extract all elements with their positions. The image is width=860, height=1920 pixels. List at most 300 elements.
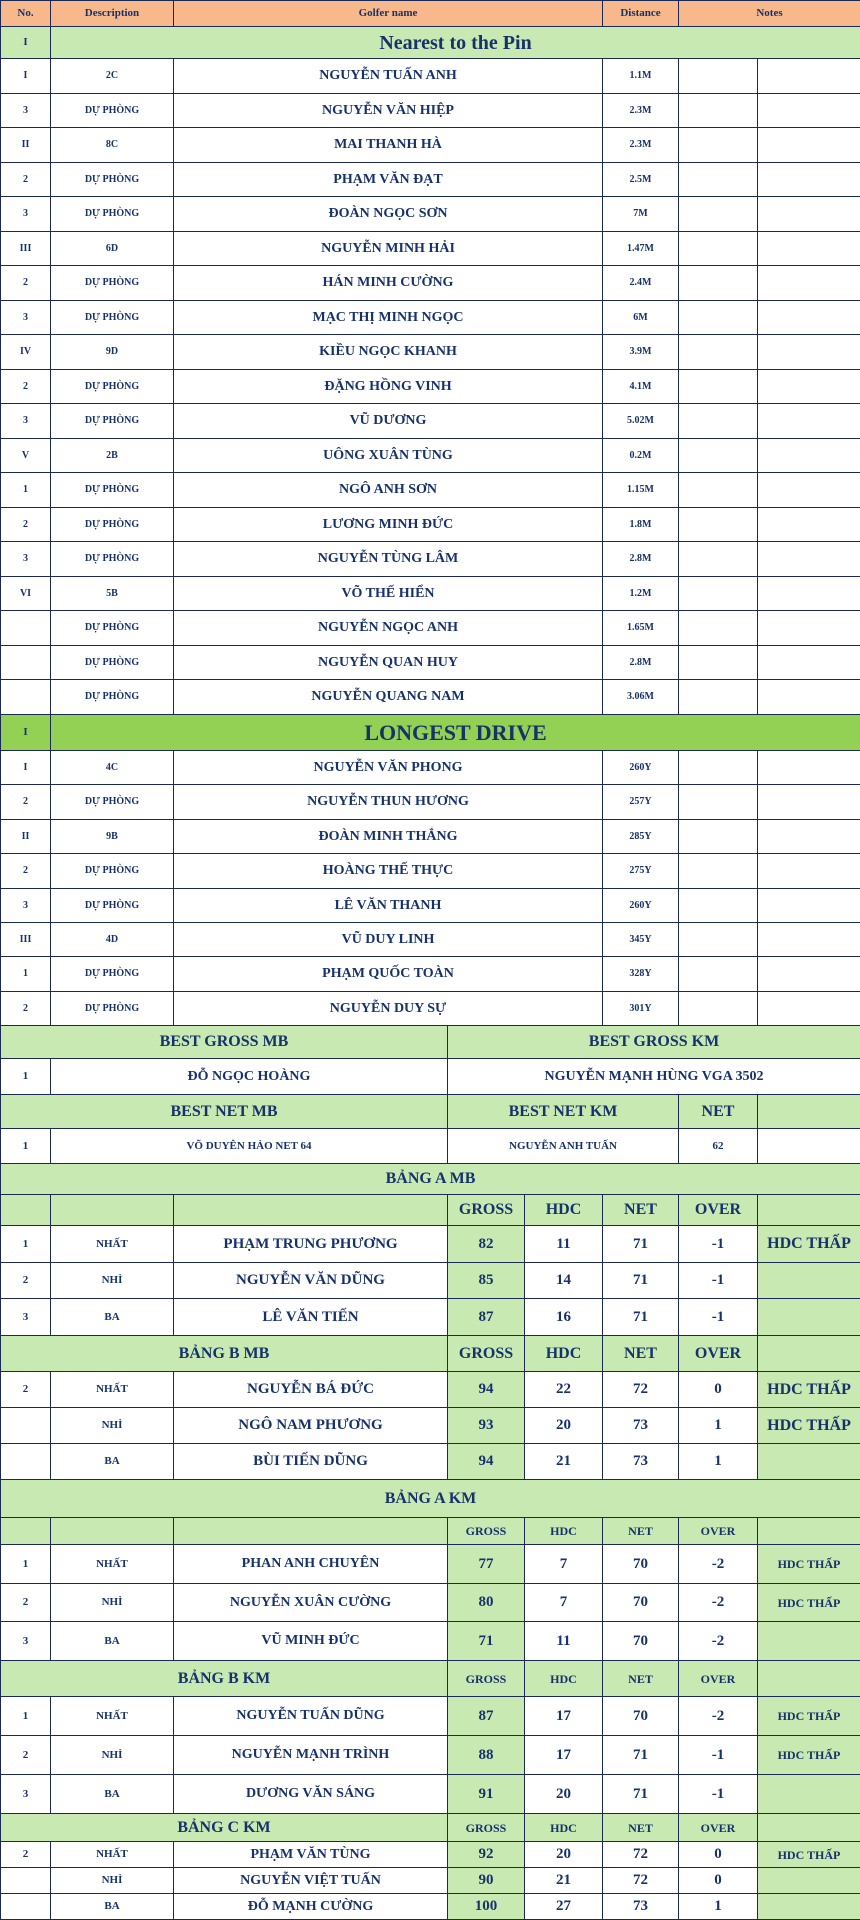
golfer-name: MẠC THỊ MINH NGỌC	[173, 300, 603, 335]
row-description: DỰ PHÒNG	[50, 679, 174, 715]
note-value: HDC THẤP	[757, 1583, 860, 1622]
rank-label: NHẤT	[50, 1841, 174, 1868]
distance-value: 6M	[602, 300, 679, 335]
column-header-over: OVER	[678, 1813, 758, 1842]
column-header-net: NET	[602, 1335, 679, 1372]
over-value: -1	[678, 1298, 758, 1336]
gross-value: 90	[447, 1867, 525, 1894]
notes-cell	[678, 679, 758, 715]
column-header-gross: GROSS	[447, 1813, 525, 1842]
row-number: 3	[0, 1774, 51, 1814]
notes-cell	[678, 991, 758, 1026]
row-number: 2	[0, 1735, 51, 1775]
notes-cell	[678, 645, 758, 680]
bang-a-km-title: BẢNG A KM	[0, 1479, 860, 1518]
hdc-value: 21	[524, 1867, 603, 1894]
over-value: -2	[678, 1696, 758, 1736]
column-header-over: OVER	[678, 1335, 758, 1372]
row-number: 1	[0, 472, 51, 508]
over-value: 1	[678, 1893, 758, 1920]
over-value: -1	[678, 1225, 758, 1263]
row-number: I	[0, 750, 51, 785]
notes-cell	[757, 334, 860, 370]
golfer-name: HÁN MINH CƯỜNG	[173, 265, 603, 301]
note-value	[757, 1774, 860, 1814]
row-description: DỰ PHÒNG	[50, 369, 174, 404]
row-number: III	[0, 231, 51, 266]
notes-cell	[678, 541, 758, 577]
row-description: 9D	[50, 334, 174, 370]
notes-cell	[757, 162, 860, 197]
golfer-name: HOÀNG THẾ THỰC	[173, 853, 603, 889]
distance-value: 257Y	[602, 784, 679, 820]
golfer-name: ĐOÀN MINH THẮNG	[173, 819, 603, 854]
row-number: 2	[0, 1371, 51, 1408]
notes-cell	[678, 334, 758, 370]
row-description: DỰ PHÒNG	[50, 162, 174, 197]
player-name: NGUYỄN VĂN DŨNG	[173, 1262, 448, 1299]
net-value: 70	[602, 1583, 679, 1622]
distance-value: 1.15M	[602, 472, 679, 508]
hdc-value: 21	[524, 1443, 603, 1480]
net-value: 72	[602, 1867, 679, 1894]
distance-value: 260Y	[602, 750, 679, 785]
row-description: DỰ PHÒNG	[50, 991, 174, 1026]
hdc-value: 20	[524, 1841, 603, 1868]
note-value: HDC THẤP	[757, 1225, 860, 1263]
column-header-hdc: HDC	[524, 1194, 603, 1226]
golfer-name: NGUYỄN QUAN HUY	[173, 645, 603, 680]
distance-value: 0.2M	[602, 438, 679, 473]
distance-value: 3.9M	[602, 334, 679, 370]
row-number: 1	[0, 1544, 51, 1584]
golfer-name: VŨ DƯƠNG	[173, 403, 603, 439]
row-description: DỰ PHÒNG	[50, 784, 174, 820]
gross-value: 92	[447, 1841, 525, 1868]
notes-cell	[757, 1128, 860, 1164]
golfer-name: NGUYỄN DUY SỰ	[173, 991, 603, 1026]
row-number: VI	[0, 576, 51, 611]
row-number: 1	[0, 1696, 51, 1736]
rank-label: NHÌ	[50, 1262, 174, 1299]
notes-cell	[678, 507, 758, 542]
header-no: No.	[0, 0, 51, 27]
bang-a-mb-title: BẢNG A MB	[0, 1163, 860, 1195]
row-number: 1	[0, 1128, 51, 1164]
golfer-name: PHẠM VĂN ĐẠT	[173, 162, 603, 197]
row-description: DỰ PHÒNG	[50, 300, 174, 335]
distance-value: 345Y	[602, 922, 679, 957]
over-value: 1	[678, 1407, 758, 1444]
best-net-mb-title: BEST NET MB	[0, 1094, 448, 1129]
best-gross-km-title: BEST GROSS KM	[447, 1025, 860, 1059]
notes-cell	[678, 956, 758, 992]
note-value	[757, 1262, 860, 1299]
row-description: 2B	[50, 438, 174, 473]
golfer-name: NGÔ ANH SƠN	[173, 472, 603, 508]
column-header-gross: GROSS	[447, 1660, 525, 1697]
header-distance: Distance	[602, 0, 679, 27]
notes-cell	[757, 853, 860, 889]
distance-value: 301Y	[602, 991, 679, 1026]
notes-cell	[757, 127, 860, 163]
notes-cell	[678, 610, 758, 646]
notes-cell	[757, 369, 860, 404]
row-number	[0, 1407, 51, 1444]
best-gross-mb-title: BEST GROSS MB	[0, 1025, 448, 1059]
best-net-km-value: 62	[678, 1128, 758, 1164]
distance-value: 1.47M	[602, 231, 679, 266]
hdc-value: 7	[524, 1544, 603, 1584]
bang-b-mb-title: BẢNG B MB	[0, 1335, 448, 1372]
column-header-net: NET	[602, 1517, 679, 1545]
notes-cell	[757, 438, 860, 473]
row-description: 8C	[50, 127, 174, 163]
distance-value: 2.3M	[602, 127, 679, 163]
column-header-hdc: HDC	[524, 1517, 603, 1545]
golfer-name: PHẠM QUỐC TOÀN	[173, 956, 603, 992]
row-number: 2	[0, 991, 51, 1026]
over-value: -1	[678, 1262, 758, 1299]
player-name: PHAN ANH CHUYÊN	[173, 1544, 448, 1584]
header-description: Description	[50, 0, 174, 27]
notes-cell	[678, 472, 758, 508]
row-description: DỰ PHÒNG	[50, 507, 174, 542]
player-name: VŨ MINH ĐỨC	[173, 1621, 448, 1661]
distance-value: 2.8M	[602, 541, 679, 577]
row-number: 1	[0, 956, 51, 992]
golfer-name: NGUYỄN NGỌC ANH	[173, 610, 603, 646]
blank-cell	[0, 1517, 51, 1545]
rank-label: NHÌ	[50, 1583, 174, 1622]
over-value: 0	[678, 1867, 758, 1894]
blank-cell	[173, 1517, 448, 1545]
notes-cell	[678, 300, 758, 335]
note-value: HDC THẤP	[757, 1841, 860, 1868]
golfer-name: NGUYỄN MINH HẢI	[173, 231, 603, 266]
hdc-value: 14	[524, 1262, 603, 1299]
over-value: -2	[678, 1583, 758, 1622]
notes-cell	[678, 369, 758, 404]
net-value: 72	[602, 1371, 679, 1408]
row-number: 3	[0, 541, 51, 577]
row-number: IV	[0, 334, 51, 370]
notes-cell	[678, 196, 758, 232]
column-header-hdc: HDC	[524, 1660, 603, 1697]
notes-cell	[757, 610, 860, 646]
golfer-name: NGUYỄN VĂN HIỆP	[173, 93, 603, 128]
row-number: 3	[0, 403, 51, 439]
notes-cell	[678, 853, 758, 889]
notes-cell	[757, 784, 860, 820]
notes-cell	[757, 576, 860, 611]
notes-cell	[757, 750, 860, 785]
note-value	[757, 1893, 860, 1920]
best-net-mb-name: VÕ DUYÊN HẢO NET 64	[50, 1128, 448, 1164]
notes-cell	[757, 58, 860, 94]
row-number: 2	[0, 853, 51, 889]
distance-value: 2.4M	[602, 265, 679, 301]
rank-label: NHẤT	[50, 1696, 174, 1736]
notes-cell	[678, 403, 758, 439]
column-header-over: OVER	[678, 1194, 758, 1226]
golfer-name: MAI THANH HÀ	[173, 127, 603, 163]
golfer-name: VŨ DUY LINH	[173, 922, 603, 957]
net-value: 71	[602, 1735, 679, 1775]
column-header-hdc: HDC	[524, 1813, 603, 1842]
distance-value: 1.8M	[602, 507, 679, 542]
distance-value: 5.02M	[602, 403, 679, 439]
notes-cell	[678, 819, 758, 854]
player-name: LÊ VĂN TIẾN	[173, 1298, 448, 1336]
distance-value: 1.65M	[602, 610, 679, 646]
row-number: 1	[0, 1058, 51, 1095]
hdc-value: 16	[524, 1298, 603, 1336]
row-description: DỰ PHÒNG	[50, 888, 174, 923]
notes-cell	[678, 162, 758, 197]
distance-value: 1.2M	[602, 576, 679, 611]
distance-value: 4.1M	[602, 369, 679, 404]
distance-value: 3.06M	[602, 679, 679, 715]
player-name: NGUYỄN XUÂN CƯỜNG	[173, 1583, 448, 1622]
player-name: BÙI TIẾN DŨNG	[173, 1443, 448, 1480]
distance-value: 328Y	[602, 956, 679, 992]
distance-value: 2.8M	[602, 645, 679, 680]
notes-cell	[678, 922, 758, 957]
column-header-gross: GROSS	[447, 1194, 525, 1226]
header-notes: Notes	[678, 0, 860, 27]
row-number: 1	[0, 1225, 51, 1263]
golfer-name: UÔNG XUÂN TÙNG	[173, 438, 603, 473]
row-description: 4D	[50, 922, 174, 957]
over-value: -1	[678, 1774, 758, 1814]
header-golfer-name: Golfer name	[173, 0, 603, 27]
column-header-gross: GROSS	[447, 1335, 525, 1372]
golfer-name: ĐẶNG HỒNG VINH	[173, 369, 603, 404]
notes-cell	[757, 922, 860, 957]
rank-label: BA	[50, 1621, 174, 1661]
note-value	[757, 1443, 860, 1480]
best-gross-km-name: NGUYỄN MẠNH HÙNG VGA 3502	[447, 1058, 860, 1095]
bang-b-km-title: BẢNG B KM	[0, 1660, 448, 1697]
section-title: LONGEST DRIVE	[50, 714, 860, 751]
section-number: I	[0, 714, 51, 751]
rank-label: NHÌ	[50, 1407, 174, 1444]
gross-value: 94	[447, 1443, 525, 1480]
note-value: HDC THẤP	[757, 1371, 860, 1408]
hdc-value: 11	[524, 1621, 603, 1661]
rank-label: NHÌ	[50, 1867, 174, 1894]
player-name: NGUYỄN BÁ ĐỨC	[173, 1371, 448, 1408]
net-value: 71	[602, 1262, 679, 1299]
blank-cell	[50, 1517, 174, 1545]
row-description: DỰ PHÒNG	[50, 541, 174, 577]
distance-value: 2.3M	[602, 93, 679, 128]
column-header-over: OVER	[678, 1517, 758, 1545]
gross-value: 82	[447, 1225, 525, 1263]
distance-value: 285Y	[602, 819, 679, 854]
notes-cell	[757, 888, 860, 923]
row-number: 2	[0, 1262, 51, 1299]
best-net-km-name: NGUYỄN ANH TUẤN	[447, 1128, 679, 1164]
note-value: HDC THẤP	[757, 1407, 860, 1444]
notes-cell	[678, 231, 758, 266]
note-value	[757, 1298, 860, 1336]
over-value: -1	[678, 1735, 758, 1775]
rank-label: BA	[50, 1893, 174, 1920]
notes-cell	[757, 265, 860, 301]
column-header-gross: GROSS	[447, 1517, 525, 1545]
gross-value: 91	[447, 1774, 525, 1814]
row-number: 3	[0, 196, 51, 232]
row-number: 3	[0, 300, 51, 335]
row-number: 3	[0, 1621, 51, 1661]
golfer-name: NGUYỄN VĂN PHONG	[173, 750, 603, 785]
notes-cell	[757, 991, 860, 1026]
row-number: 2	[0, 265, 51, 301]
row-number: 2	[0, 784, 51, 820]
column-header-hdc: HDC	[524, 1335, 603, 1372]
gross-value: 94	[447, 1371, 525, 1408]
distance-value: 260Y	[602, 888, 679, 923]
row-description: DỰ PHÒNG	[50, 93, 174, 128]
section-number: I	[0, 26, 51, 59]
gross-value: 80	[447, 1583, 525, 1622]
notes-cell	[678, 888, 758, 923]
player-name: DƯƠNG VĂN SÁNG	[173, 1774, 448, 1814]
gross-value: 87	[447, 1298, 525, 1336]
notes-cell	[757, 679, 860, 715]
row-number	[0, 645, 51, 680]
rank-label: BA	[50, 1774, 174, 1814]
best-net-label: NET	[678, 1094, 758, 1129]
net-value: 73	[602, 1443, 679, 1480]
section-title: Nearest to the Pin	[50, 26, 860, 59]
blank-cell	[173, 1194, 448, 1226]
row-number	[0, 1893, 51, 1920]
column-header-over: OVER	[678, 1660, 758, 1697]
rank-label: NHẤT	[50, 1371, 174, 1408]
golfer-name: VÕ THẾ HIỂN	[173, 576, 603, 611]
notes-cell	[757, 231, 860, 266]
hdc-value: 20	[524, 1774, 603, 1814]
hdc-value: 20	[524, 1407, 603, 1444]
column-header-net: NET	[602, 1194, 679, 1226]
gross-value: 100	[447, 1893, 525, 1920]
notes-cell	[757, 300, 860, 335]
notes-cell	[757, 541, 860, 577]
player-name: PHẠM TRUNG PHƯƠNG	[173, 1225, 448, 1263]
notes-cell	[757, 93, 860, 128]
row-description: 4C	[50, 750, 174, 785]
row-description: DỰ PHÒNG	[50, 610, 174, 646]
net-value: 70	[602, 1544, 679, 1584]
notes-cell	[757, 956, 860, 992]
net-value: 73	[602, 1407, 679, 1444]
row-number: 3	[0, 888, 51, 923]
player-name: NGUYỄN MẠNH TRÌNH	[173, 1735, 448, 1775]
player-name: ĐỖ MẠNH CƯỜNG	[173, 1893, 448, 1920]
row-description: DỰ PHÒNG	[50, 196, 174, 232]
row-description: DỰ PHÒNG	[50, 956, 174, 992]
row-number: I	[0, 58, 51, 94]
notes-cell	[757, 507, 860, 542]
hdc-value: 11	[524, 1225, 603, 1263]
row-description: DỰ PHÒNG	[50, 265, 174, 301]
row-number: II	[0, 819, 51, 854]
player-name: NGUYỄN TUẤN DŨNG	[173, 1696, 448, 1736]
row-number: 2	[0, 1841, 51, 1868]
rank-label: BA	[50, 1298, 174, 1336]
net-value: 71	[602, 1298, 679, 1336]
row-description: DỰ PHÒNG	[50, 472, 174, 508]
notes-cell	[678, 93, 758, 128]
row-description: DỰ PHÒNG	[50, 645, 174, 680]
notes-cell	[757, 1094, 860, 1129]
over-value: 1	[678, 1443, 758, 1480]
over-value: 0	[678, 1841, 758, 1868]
distance-value: 7M	[602, 196, 679, 232]
row-number: 2	[0, 1583, 51, 1622]
notes-cell	[757, 403, 860, 439]
row-number: V	[0, 438, 51, 473]
notes-cell	[757, 1194, 860, 1226]
golfer-name: KIỀU NGỌC KHANH	[173, 334, 603, 370]
net-value: 71	[602, 1225, 679, 1263]
hdc-value: 17	[524, 1735, 603, 1775]
note-value	[757, 1867, 860, 1894]
hdc-value: 17	[524, 1696, 603, 1736]
net-value: 70	[602, 1696, 679, 1736]
notes-cell	[757, 1335, 860, 1372]
notes-cell	[757, 1813, 860, 1842]
rank-label: NHẤT	[50, 1225, 174, 1263]
distance-value: 1.1M	[602, 58, 679, 94]
notes-cell	[678, 265, 758, 301]
golfer-name: NGUYỄN QUANG NAM	[173, 679, 603, 715]
note-value: HDC THẤP	[757, 1735, 860, 1775]
distance-value: 275Y	[602, 853, 679, 889]
row-number	[0, 679, 51, 715]
notes-cell	[757, 196, 860, 232]
row-number: 3	[0, 93, 51, 128]
row-number: II	[0, 127, 51, 163]
hdc-value: 22	[524, 1371, 603, 1408]
golfer-name: NGUYỄN TÙNG LÂM	[173, 541, 603, 577]
gross-value: 93	[447, 1407, 525, 1444]
note-value: HDC THẤP	[757, 1544, 860, 1584]
note-value: HDC THẤP	[757, 1696, 860, 1736]
row-number: 2	[0, 369, 51, 404]
over-value: 0	[678, 1371, 758, 1408]
notes-cell	[678, 438, 758, 473]
row-description: DỰ PHÒNG	[50, 853, 174, 889]
row-number: 2	[0, 507, 51, 542]
notes-cell	[757, 645, 860, 680]
notes-cell	[678, 127, 758, 163]
row-number: III	[0, 922, 51, 957]
best-gross-mb-name: ĐỖ NGỌC HOÀNG	[50, 1058, 448, 1095]
player-name: PHẠM VĂN TÙNG	[173, 1841, 448, 1868]
row-number	[0, 610, 51, 646]
row-description: DỰ PHÒNG	[50, 403, 174, 439]
gross-value: 85	[447, 1262, 525, 1299]
notes-cell	[678, 58, 758, 94]
golfer-name: LƯƠNG MINH ĐỨC	[173, 507, 603, 542]
row-description: 2C	[50, 58, 174, 94]
column-header-net: NET	[602, 1660, 679, 1697]
net-value: 71	[602, 1774, 679, 1814]
